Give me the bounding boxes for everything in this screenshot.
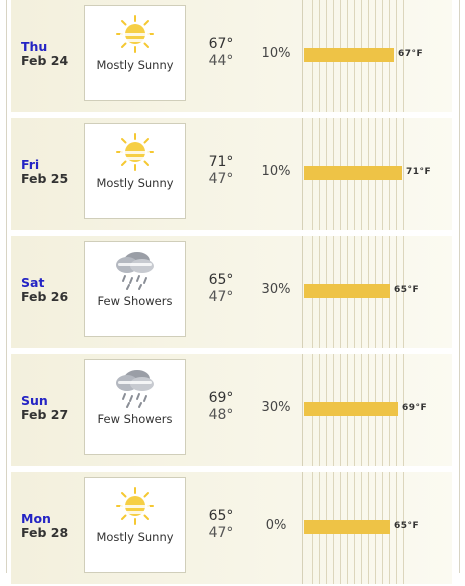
day-label bbox=[21, 394, 68, 422]
temp-bar-label: 65°F bbox=[394, 285, 420, 295]
mostly-sunny-icon bbox=[110, 130, 160, 174]
day-name-link[interactable]: Thu bbox=[21, 39, 48, 54]
condition-box bbox=[84, 5, 186, 101]
day-date: Feb 28 bbox=[21, 525, 69, 540]
temperatures bbox=[197, 36, 245, 70]
precip-chance: 30% bbox=[261, 400, 291, 415]
day-label bbox=[21, 512, 68, 540]
day-label bbox=[21, 158, 68, 186]
few-showers-icon bbox=[110, 366, 160, 410]
forecast-row bbox=[11, 472, 452, 586]
day-label bbox=[21, 40, 68, 68]
condition-text: Mostly Sunny bbox=[96, 176, 174, 190]
chart-gridline bbox=[403, 118, 404, 230]
condition-text: Mostly Sunny bbox=[96, 530, 174, 544]
forecast-panel bbox=[6, 0, 460, 573]
low-temp: 47° bbox=[208, 289, 234, 305]
mostly-sunny-icon bbox=[110, 12, 160, 56]
condition-text: Few Showers bbox=[97, 412, 173, 426]
day-date: Feb 24 bbox=[21, 53, 69, 68]
temp-bar bbox=[304, 520, 390, 534]
condition-box bbox=[84, 359, 186, 455]
chart-gridline bbox=[396, 0, 397, 112]
few-showers-icon bbox=[110, 248, 160, 292]
precip-chance: 30% bbox=[261, 282, 291, 297]
high-temp: 65° bbox=[208, 508, 234, 524]
condition-box bbox=[84, 241, 186, 337]
temp-bar-chart bbox=[302, 236, 453, 348]
day-label bbox=[21, 276, 68, 304]
day-name-link[interactable]: Fri bbox=[21, 157, 40, 172]
day-date: Feb 26 bbox=[21, 289, 69, 304]
temperatures bbox=[197, 272, 245, 306]
temp-bar-chart bbox=[302, 354, 453, 466]
temp-bar-label: 65°F bbox=[394, 521, 420, 531]
day-date: Feb 27 bbox=[21, 407, 69, 422]
forecast-row bbox=[11, 236, 452, 350]
temp-bar-label: 71°F bbox=[406, 167, 432, 177]
high-temp: 71° bbox=[208, 154, 234, 170]
temp-bar-chart bbox=[302, 472, 453, 584]
condition-box bbox=[84, 477, 186, 573]
temp-bar-label: 69°F bbox=[402, 403, 428, 413]
forecast-row bbox=[11, 118, 452, 232]
temp-bar-label: 67°F bbox=[398, 49, 424, 59]
low-temp: 47° bbox=[208, 525, 234, 541]
precip-chance: 10% bbox=[261, 164, 291, 179]
day-name-link[interactable]: Sat bbox=[21, 275, 45, 290]
condition-box bbox=[84, 123, 186, 219]
condition-text: Few Showers bbox=[97, 294, 173, 308]
temp-bar bbox=[304, 48, 394, 62]
low-temp: 48° bbox=[208, 407, 234, 423]
forecast-row bbox=[11, 354, 452, 468]
low-temp: 47° bbox=[208, 171, 234, 187]
day-name-link[interactable]: Mon bbox=[21, 511, 51, 526]
temperatures bbox=[197, 390, 245, 424]
temp-bar bbox=[304, 166, 402, 180]
temp-bar-chart bbox=[302, 118, 453, 230]
condition-text: Mostly Sunny bbox=[96, 58, 174, 72]
precip-chance: 10% bbox=[261, 46, 291, 61]
high-temp: 69° bbox=[208, 390, 234, 406]
day-date: Feb 25 bbox=[21, 171, 69, 186]
low-temp: 44° bbox=[208, 53, 234, 69]
temperatures bbox=[197, 154, 245, 188]
forecast-row bbox=[11, 0, 452, 114]
temp-bar-chart bbox=[302, 0, 453, 112]
high-temp: 65° bbox=[208, 272, 234, 288]
temperatures bbox=[197, 508, 245, 542]
mostly-sunny-icon bbox=[110, 484, 160, 528]
day-name-link[interactable]: Sun bbox=[21, 393, 48, 408]
temp-bar bbox=[304, 284, 390, 298]
temp-bar bbox=[304, 402, 398, 416]
high-temp: 67° bbox=[208, 36, 234, 52]
precip-chance: 0% bbox=[265, 518, 287, 533]
